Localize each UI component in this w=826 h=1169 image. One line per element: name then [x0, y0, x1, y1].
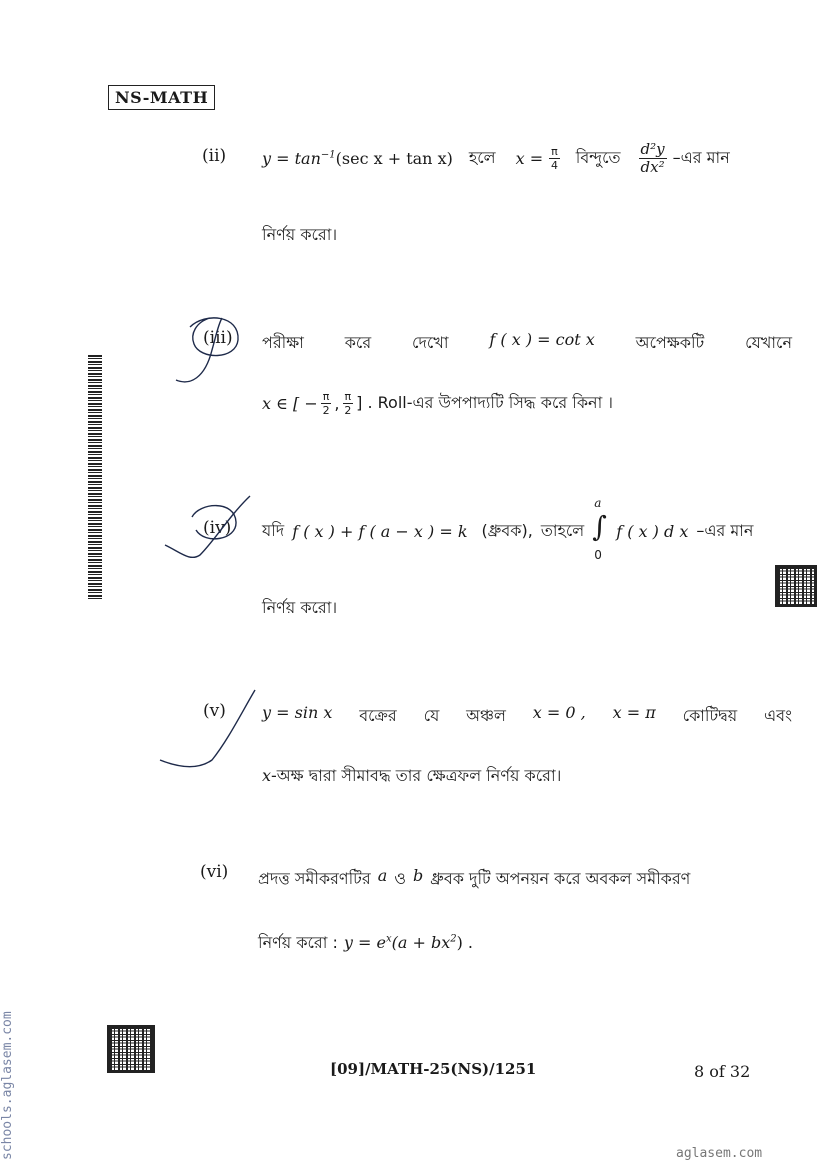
pi-over-two-a: $\frac{\pi}{2}$	[322, 390, 330, 417]
word-onchol: অঞ্চল	[466, 706, 506, 725]
word-dhrubok: (ধ্রুবক),	[481, 520, 533, 540]
hole-word: হলে	[468, 147, 496, 167]
watermark-side: schools.aglasem.com	[0, 1011, 15, 1160]
eliminate-text: ধ্রুবক দুটি অপনয়ন করে অবকল সমীকরণ	[430, 869, 691, 888]
interval-comma: ,	[334, 394, 340, 413]
integral-lower-limit: 0	[594, 548, 602, 562]
word-je: যে	[423, 706, 440, 725]
word-bokrer: বক্রের	[359, 706, 397, 725]
footer-exam-code: [09]/MATH-25(NS)/1251	[330, 1060, 537, 1078]
tick-mark-iv	[165, 496, 250, 557]
function-cot: f ( x ) = cot x	[489, 330, 595, 349]
er-man-iv: –এর মান	[696, 520, 754, 540]
question-number-ii: (ii)	[202, 146, 227, 166]
question-iv-line2: নির্ণয় করো।	[262, 598, 338, 617]
integral-upper-limit: a	[594, 496, 602, 510]
pi-over-two-b: $\frac{\pi}{2}$	[344, 390, 352, 417]
x-axis-var: x	[262, 766, 272, 785]
word-jodi: যদি	[262, 520, 285, 540]
second-derivative: $\frac{\text{d²y}}{\text{dx²}}$	[640, 139, 665, 176]
word-o: ও	[394, 869, 407, 888]
x-interval-start: x ∈ [ −	[262, 394, 318, 413]
word-jekhane: যেখানে	[745, 333, 792, 352]
circle-mark-iv	[192, 506, 236, 539]
word-ebong: এবং	[764, 706, 792, 725]
x-equals: x =	[515, 148, 544, 168]
x-equals-zero: x = 0 ,	[532, 703, 586, 722]
tick-mark-v	[160, 690, 255, 767]
question-number-v: (v)	[203, 701, 226, 721]
question-number-iv: (iv)	[203, 518, 232, 538]
word-kore: করে	[344, 333, 372, 352]
paper-code-label: NS-MATH	[108, 85, 215, 110]
constant-a: a	[377, 866, 388, 885]
page-number: 8 of 32	[694, 1062, 751, 1081]
word-kotidwoy: কোটিদ্বয়	[682, 706, 738, 725]
watermark-bottom: aglasem.com	[676, 1146, 763, 1161]
pi-over-four: $\frac{\pi}{4}$	[550, 144, 558, 172]
word-porikkha: পরীক্ষা	[262, 333, 304, 352]
exponential-equation: $y = e^x(a + bx^2)$ .	[343, 933, 474, 952]
er-man: –এর মান	[672, 147, 730, 167]
find-text: নির্ণয় করো :	[258, 933, 338, 952]
x-equals-pi: x = π	[612, 703, 656, 722]
constant-b: b	[413, 866, 424, 885]
functional-equation: f ( x ) + f ( a − x ) = k	[292, 521, 468, 541]
word-tahole: তাহলে	[540, 520, 585, 540]
sine-curve: y = sin x	[262, 703, 333, 722]
question-ii-line2: নির্ণয় করো।	[262, 225, 338, 244]
area-text: -অক্ষ দ্বারা সীমাবদ্ধ তার ক্ষেত্রফল নির্ণয় করো।	[271, 766, 562, 785]
given-equation-text: প্রদত্ত সমীকরণটির	[258, 869, 371, 888]
question-number-vi: (vi)	[200, 862, 229, 882]
integral-sign: ∫	[592, 510, 607, 543]
question-number-iii: (iii)	[203, 328, 233, 348]
rolle-text: ] . Roll-এর উপপাদ্যটি সিদ্ধ করে কিনা ।	[356, 393, 614, 412]
circle-mark-iii	[190, 318, 238, 356]
word-opekkhokti: অপেক্ষকটি	[635, 333, 705, 352]
integrand: f ( x ) d x	[616, 521, 689, 541]
point-word: বিন্দুতে	[575, 147, 621, 167]
word-dekho: দেখো	[412, 333, 449, 352]
y-expression: $y = \tan^{-1}(\sec$ x + tan x)	[262, 148, 453, 168]
